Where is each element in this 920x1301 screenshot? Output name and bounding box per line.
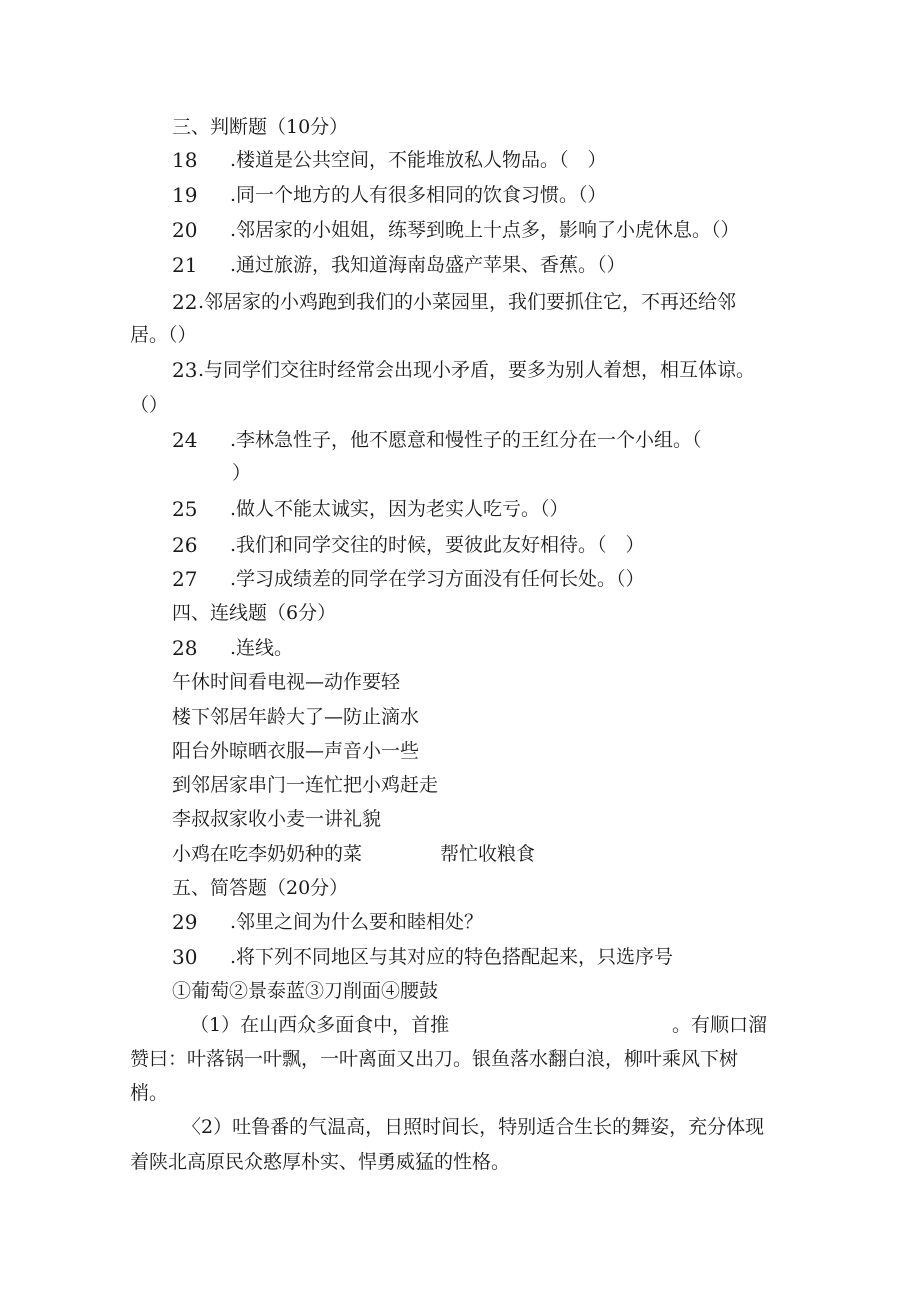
q25-text: .做人不能太诚实，因为老实人吃亏。（） bbox=[230, 498, 569, 520]
q28-text: .连线。 bbox=[230, 637, 294, 659]
q30-text: .将下列不同地区与其对应的特色搭配起来，只选序号 bbox=[230, 946, 674, 968]
q26-text: .我们和同学交往的时候，要彼此友好相待。（ ） bbox=[230, 534, 645, 556]
q29-text: .邻里之间为什么要和睦相处？ bbox=[230, 911, 484, 933]
q30-part1-lead: （1）在山西众多面食中，首推 bbox=[190, 1014, 450, 1036]
q30-part2-line1: 〈2）吐鲁番的气温高，日照时间长，特别适合生长的舞姿，充分体现 bbox=[182, 1116, 765, 1138]
q26-number: 26 bbox=[172, 533, 198, 557]
q19-text: .同一个地方的人有很多相同的饮食习惯。（） bbox=[230, 184, 607, 206]
q30-options: ①葡萄②景泰蓝③刀削面④腰鼓 bbox=[172, 980, 439, 1002]
q18-number: 18 bbox=[172, 148, 198, 172]
match-pair: 到邻居家串门一连忙把小鸡赶走 bbox=[172, 774, 439, 796]
match-pair: 李叔叔家收小麦一讲礼貌 bbox=[172, 808, 382, 830]
q30-part1-line3: 梢。 bbox=[130, 1082, 169, 1104]
q21-text: .通过旅游，我知道海南岛盛产苹果、香蕉。（） bbox=[230, 254, 626, 276]
section-3-title: 三、判断题（10分） bbox=[172, 116, 349, 138]
q27-number: 27 bbox=[172, 567, 198, 591]
q22-number: 22 bbox=[172, 290, 198, 314]
q28-number: 28 bbox=[172, 636, 198, 660]
section-4-title: 四、连线题（6分） bbox=[172, 602, 337, 624]
q30-number: 30 bbox=[172, 945, 198, 969]
q19-number: 19 bbox=[172, 183, 198, 207]
q23-continuation: （） bbox=[130, 394, 169, 416]
q30-part1-tail: 。有顺口溜 bbox=[672, 1014, 768, 1036]
q29-number: 29 bbox=[172, 910, 198, 934]
section-5-title: 五、简答题（20分） bbox=[172, 877, 349, 899]
q20-text: .邻居家的小姐姐，练琴到晚上十点多，影响了小虎休息。（） bbox=[230, 219, 740, 241]
q18-text: .楼道是公共空间，不能堆放私人物品。（ ） bbox=[230, 149, 607, 171]
q30-part2-line2: 着陕北高原民众憨厚朴实、悍勇威猛的性格。 bbox=[130, 1151, 511, 1173]
match-left-item: 小鸡在吃李奶奶种的菜 bbox=[172, 843, 363, 865]
q24-continuation: ） bbox=[232, 462, 252, 484]
match-right-item: 帮忙收粮食 bbox=[440, 843, 536, 865]
match-pair: 阳台外晾晒衣服—声音小一些 bbox=[172, 740, 420, 762]
q22-continuation: 居。（） bbox=[130, 324, 197, 346]
q20-number: 20 bbox=[172, 218, 198, 242]
q22-text: .邻居家的小鸡跑到我们的小菜园里，我们要抓住它，不再还给邻 bbox=[198, 291, 737, 313]
q25-number: 25 bbox=[172, 497, 198, 521]
q30-part1-line2: 赞曰：叶落锅一叶飘，一叶离面又出刀。银鱼落水翻白浪，柳叶乘风下树 bbox=[130, 1048, 739, 1070]
match-pair: 楼下邻居年龄大了—防止滴水 bbox=[172, 706, 420, 728]
q24-text: .李林急性子，他不愿意和慢性子的王红分在一个小组。（ bbox=[230, 429, 702, 451]
match-pair: 午休时间看电视—动作要轻 bbox=[172, 671, 401, 693]
q24-number: 24 bbox=[172, 428, 198, 452]
q27-text: .学习成绩差的同学在学习方面没有任何长处。（） bbox=[230, 568, 645, 590]
q23-number: 23 bbox=[172, 358, 198, 382]
q21-number: 21 bbox=[172, 253, 198, 277]
q23-text: .与同学们交往时经常会出现小矛盾，要多为别人着想，相互体谅。 bbox=[198, 359, 756, 381]
